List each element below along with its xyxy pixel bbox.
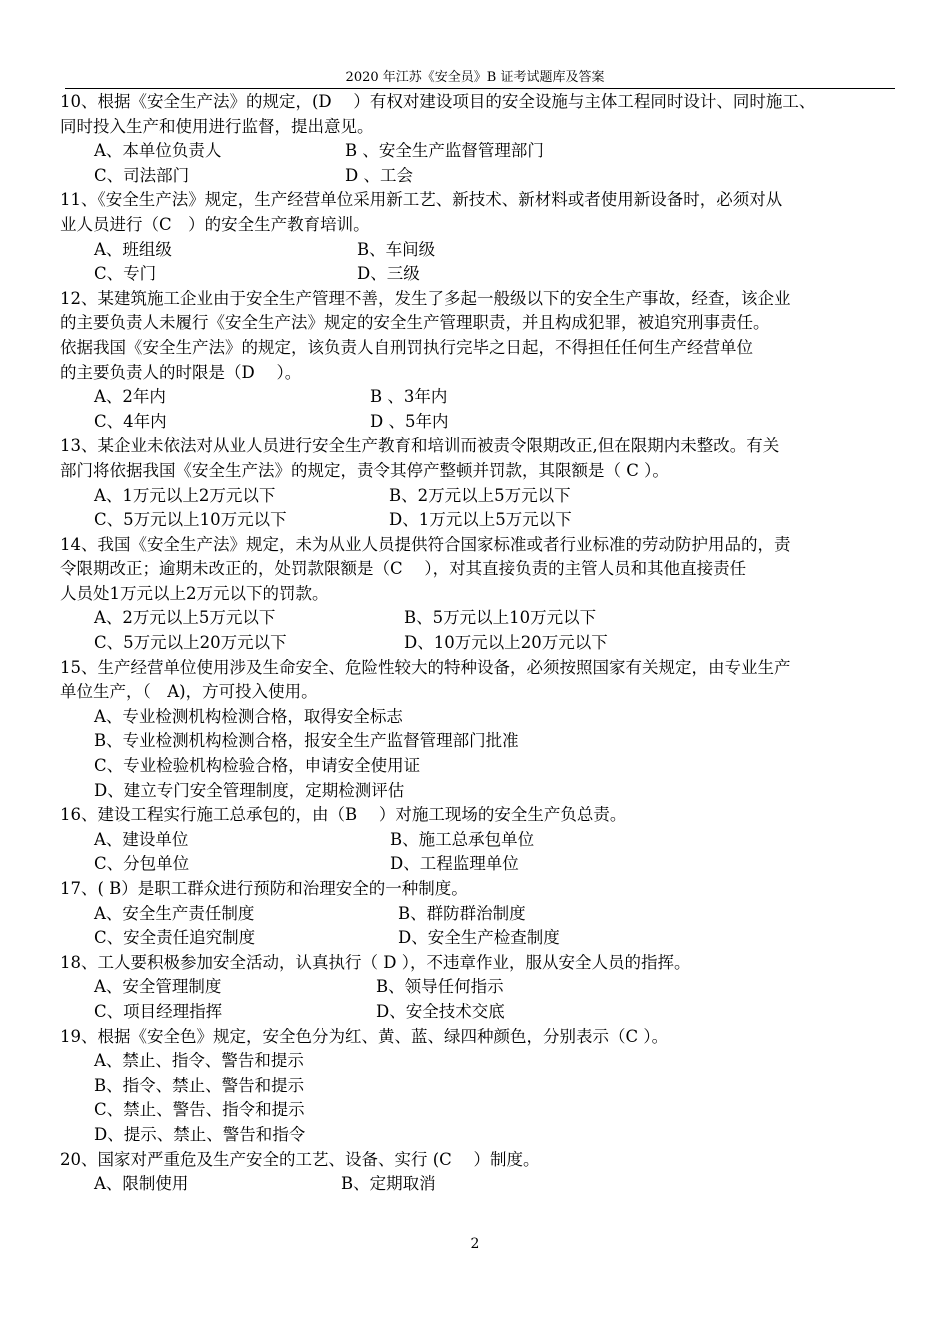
question-text-line: 单位生产，（ A)，方可投入使用。 xyxy=(60,682,318,702)
question xyxy=(60,188,896,286)
answer-option: B、领导任何指示 xyxy=(376,977,504,997)
answer-options xyxy=(60,385,896,434)
answer-option: A、安全生产责任制度 xyxy=(94,903,255,923)
option-row xyxy=(94,164,896,189)
option-row xyxy=(94,631,896,656)
question xyxy=(60,1025,896,1148)
option-row xyxy=(94,1049,896,1074)
option-row xyxy=(94,1074,896,1099)
option-row xyxy=(94,262,896,287)
answer-option: A、2年内 xyxy=(94,387,166,407)
answer-options xyxy=(60,705,896,803)
option-row xyxy=(94,508,896,533)
answer-options xyxy=(60,828,896,877)
answer-options xyxy=(60,902,896,951)
option-row xyxy=(94,1123,896,1148)
answer-options xyxy=(60,606,896,655)
question xyxy=(60,803,896,877)
question xyxy=(60,434,896,532)
answer-option: A、班组级 xyxy=(94,239,172,259)
answer-option: C、项目经理指挥 xyxy=(94,1001,223,1021)
answer-option: D、10万元以上20万元以下 xyxy=(404,633,608,653)
answer-options xyxy=(60,1049,896,1147)
answer-options xyxy=(60,139,896,188)
answer-option: B、群防群治制度 xyxy=(398,903,526,923)
question-text-line: 业人员进行（C ）的安全生产教育培训。 xyxy=(60,214,370,234)
question-text-line: 13、某企业未依法对从业人员进行安全生产教育和培训而被责令限期改正,但在限期内未整改。有关 xyxy=(60,436,780,456)
answer-option: D 、5年内 xyxy=(370,411,449,431)
option-row xyxy=(94,1000,896,1025)
option-row xyxy=(94,1098,896,1123)
answer-option: B、车间级 xyxy=(357,239,436,259)
answer-option: B、指令、禁止、警告和提示 xyxy=(94,1075,305,1095)
option-row xyxy=(94,606,896,631)
answer-options xyxy=(60,484,896,533)
option-row xyxy=(94,705,896,730)
answer-option: C、司法部门 xyxy=(94,165,190,185)
answer-option: D、安全生产检查制度 xyxy=(398,928,560,948)
answer-option: B、施工总承包单位 xyxy=(390,829,535,849)
answer-option: D、1万元以上5万元以下 xyxy=(389,510,572,530)
answer-option: A、专业检测机构检测合格，取得安全标志 xyxy=(94,706,403,726)
answer-option: B 、安全生产监督管理部门 xyxy=(345,141,544,161)
option-row xyxy=(94,779,896,804)
question-text-line: 的主要负责人未履行《安全生产法》规定的安全生产管理职责，并且构成犯罪，被追究刑事责任。 xyxy=(60,313,770,333)
question xyxy=(60,90,896,188)
question-text-line: 依据我国《安全生产法》的规定，该负责人自刑罚执行完毕之日起，不得担任任何生产经营单位 xyxy=(60,337,753,357)
question-text-line: 人员处1万元以上2万元以下的罚款。 xyxy=(60,583,329,603)
answer-option: A、2万元以上5万元以下 xyxy=(94,608,276,628)
answer-option: C、5万元以上10万元以下 xyxy=(94,510,287,530)
answer-options xyxy=(60,238,896,287)
question-text-line: 12、某建筑施工企业由于安全生产管理不善，发生了多起一般级以下的安全生产事故，经查，该企业 xyxy=(60,288,791,308)
question xyxy=(60,533,896,656)
answer-option: D、建立专门安全管理制度，定期检测评估 xyxy=(94,780,405,800)
question-text-line: 18、工人要积极参加安全活动，认真执行（ D ），不违章作业，服从安全人员的指挥。 xyxy=(60,952,691,972)
question-text-line: 10、根据《安全生产法》的规定，(D ）有权对建设项目的安全设施与主体工程同时设计、同时施工、 xyxy=(60,92,816,111)
answer-option: D、提示、禁止、警告和指令 xyxy=(94,1124,306,1144)
option-row xyxy=(94,828,896,853)
question-text-line: 16、建设工程实行施工总承包的，由（B ）对施工现场的安全生产负总责。 xyxy=(60,805,627,825)
answer-option: A、安全管理制度 xyxy=(94,977,222,997)
answer-option: C、禁止、警告、指令和提示 xyxy=(94,1100,305,1120)
answer-option: C、专业检验机构检验合格，申请安全使用证 xyxy=(94,756,421,776)
answer-option: A、限制使用 xyxy=(94,1174,189,1194)
question-text-line: 11、《安全生产法》规定，生产经营单位采用新工艺、新技术、新材料或者使用新设备时，必须对从 xyxy=(60,190,783,210)
page-number: 2 xyxy=(470,1236,480,1252)
question xyxy=(60,287,896,435)
question-text-line: 令限期改正；逾期未改正的，处罚款限额是（C ），对其直接负责的主管人员和其他直接责任 xyxy=(60,559,747,579)
answer-option: C、5万元以上20万元以下 xyxy=(94,633,287,653)
question-list xyxy=(60,90,896,1197)
answer-option: C、安全责任追究制度 xyxy=(94,928,256,948)
question-text-line: 14、我国《安全生产法》规定，未为从业人员提供符合国家标准或者行业标准的劳动防护用品的，责 xyxy=(60,534,791,554)
option-row xyxy=(94,410,896,435)
question-text-line: 20、国家对严重危及生产安全的工艺、设备、实行 (C ）制度。 xyxy=(60,1149,540,1169)
answer-option: D 、工会 xyxy=(345,165,413,185)
option-row xyxy=(94,754,896,779)
answer-option: C、专门 xyxy=(94,264,157,284)
answer-option: D、安全技术交底 xyxy=(376,1001,505,1021)
answer-option: C、分包单位 xyxy=(94,854,190,874)
option-row xyxy=(94,139,896,164)
option-row xyxy=(94,852,896,877)
question-text-line: 部门将依据我国《安全生产法》的规定，责令其停产整顿并罚款，其限额是（ C ）。 xyxy=(60,460,669,480)
answer-option: B、专业检测机构检测合格，报安全生产监督管理部门批准 xyxy=(94,731,519,751)
question-text-line: 同时投入生产和使用进行监督，提出意见。 xyxy=(60,116,374,136)
question-text-line: 15、生产经营单位使用涉及生命安全、危险性较大的特种设备，必须按照国家有关规定，由专业生产 xyxy=(60,657,791,677)
question xyxy=(60,877,896,951)
answer-option: D、三级 xyxy=(357,264,420,284)
answer-options xyxy=(60,1172,896,1197)
answer-option: A、1万元以上2万元以下 xyxy=(94,485,276,505)
answer-option: C、4年内 xyxy=(94,411,167,431)
answer-option: A、建设单位 xyxy=(94,829,189,849)
option-row xyxy=(94,238,896,263)
answer-option: B 、3年内 xyxy=(370,387,448,407)
header-rule xyxy=(65,88,895,89)
option-row xyxy=(94,729,896,754)
option-row xyxy=(94,484,896,509)
answer-option: B、2万元以上5万元以下 xyxy=(389,485,571,505)
question-text-line: 的主要负责人的时限是（D ）。 xyxy=(60,362,302,382)
option-row xyxy=(94,926,896,951)
question xyxy=(60,656,896,804)
answer-option: B、定期取消 xyxy=(341,1174,436,1194)
page-header: 2020 年江苏《安全员》B 证考试题库及答案 xyxy=(345,70,605,85)
question xyxy=(60,1148,896,1197)
question-text-line: 19、根据《安全色》规定，安全色分为红、黄、蓝、绿四种颜色，分别表示（C ）。 xyxy=(60,1026,669,1046)
option-row xyxy=(94,385,896,410)
answer-option: B、5万元以上10万元以下 xyxy=(404,608,597,628)
option-row xyxy=(94,975,896,1000)
question xyxy=(60,951,896,1025)
option-row xyxy=(94,1172,896,1197)
option-row xyxy=(94,902,896,927)
answer-option: A、本单位负责人 xyxy=(94,141,222,161)
answer-option: D、工程监理单位 xyxy=(390,854,519,874)
answer-option: A、禁止、指令、警告和提示 xyxy=(94,1051,304,1071)
answer-options xyxy=(60,975,896,1024)
question-text-line: 17、( B）是职工群众进行预防和治理安全的一种制度。 xyxy=(60,879,468,898)
